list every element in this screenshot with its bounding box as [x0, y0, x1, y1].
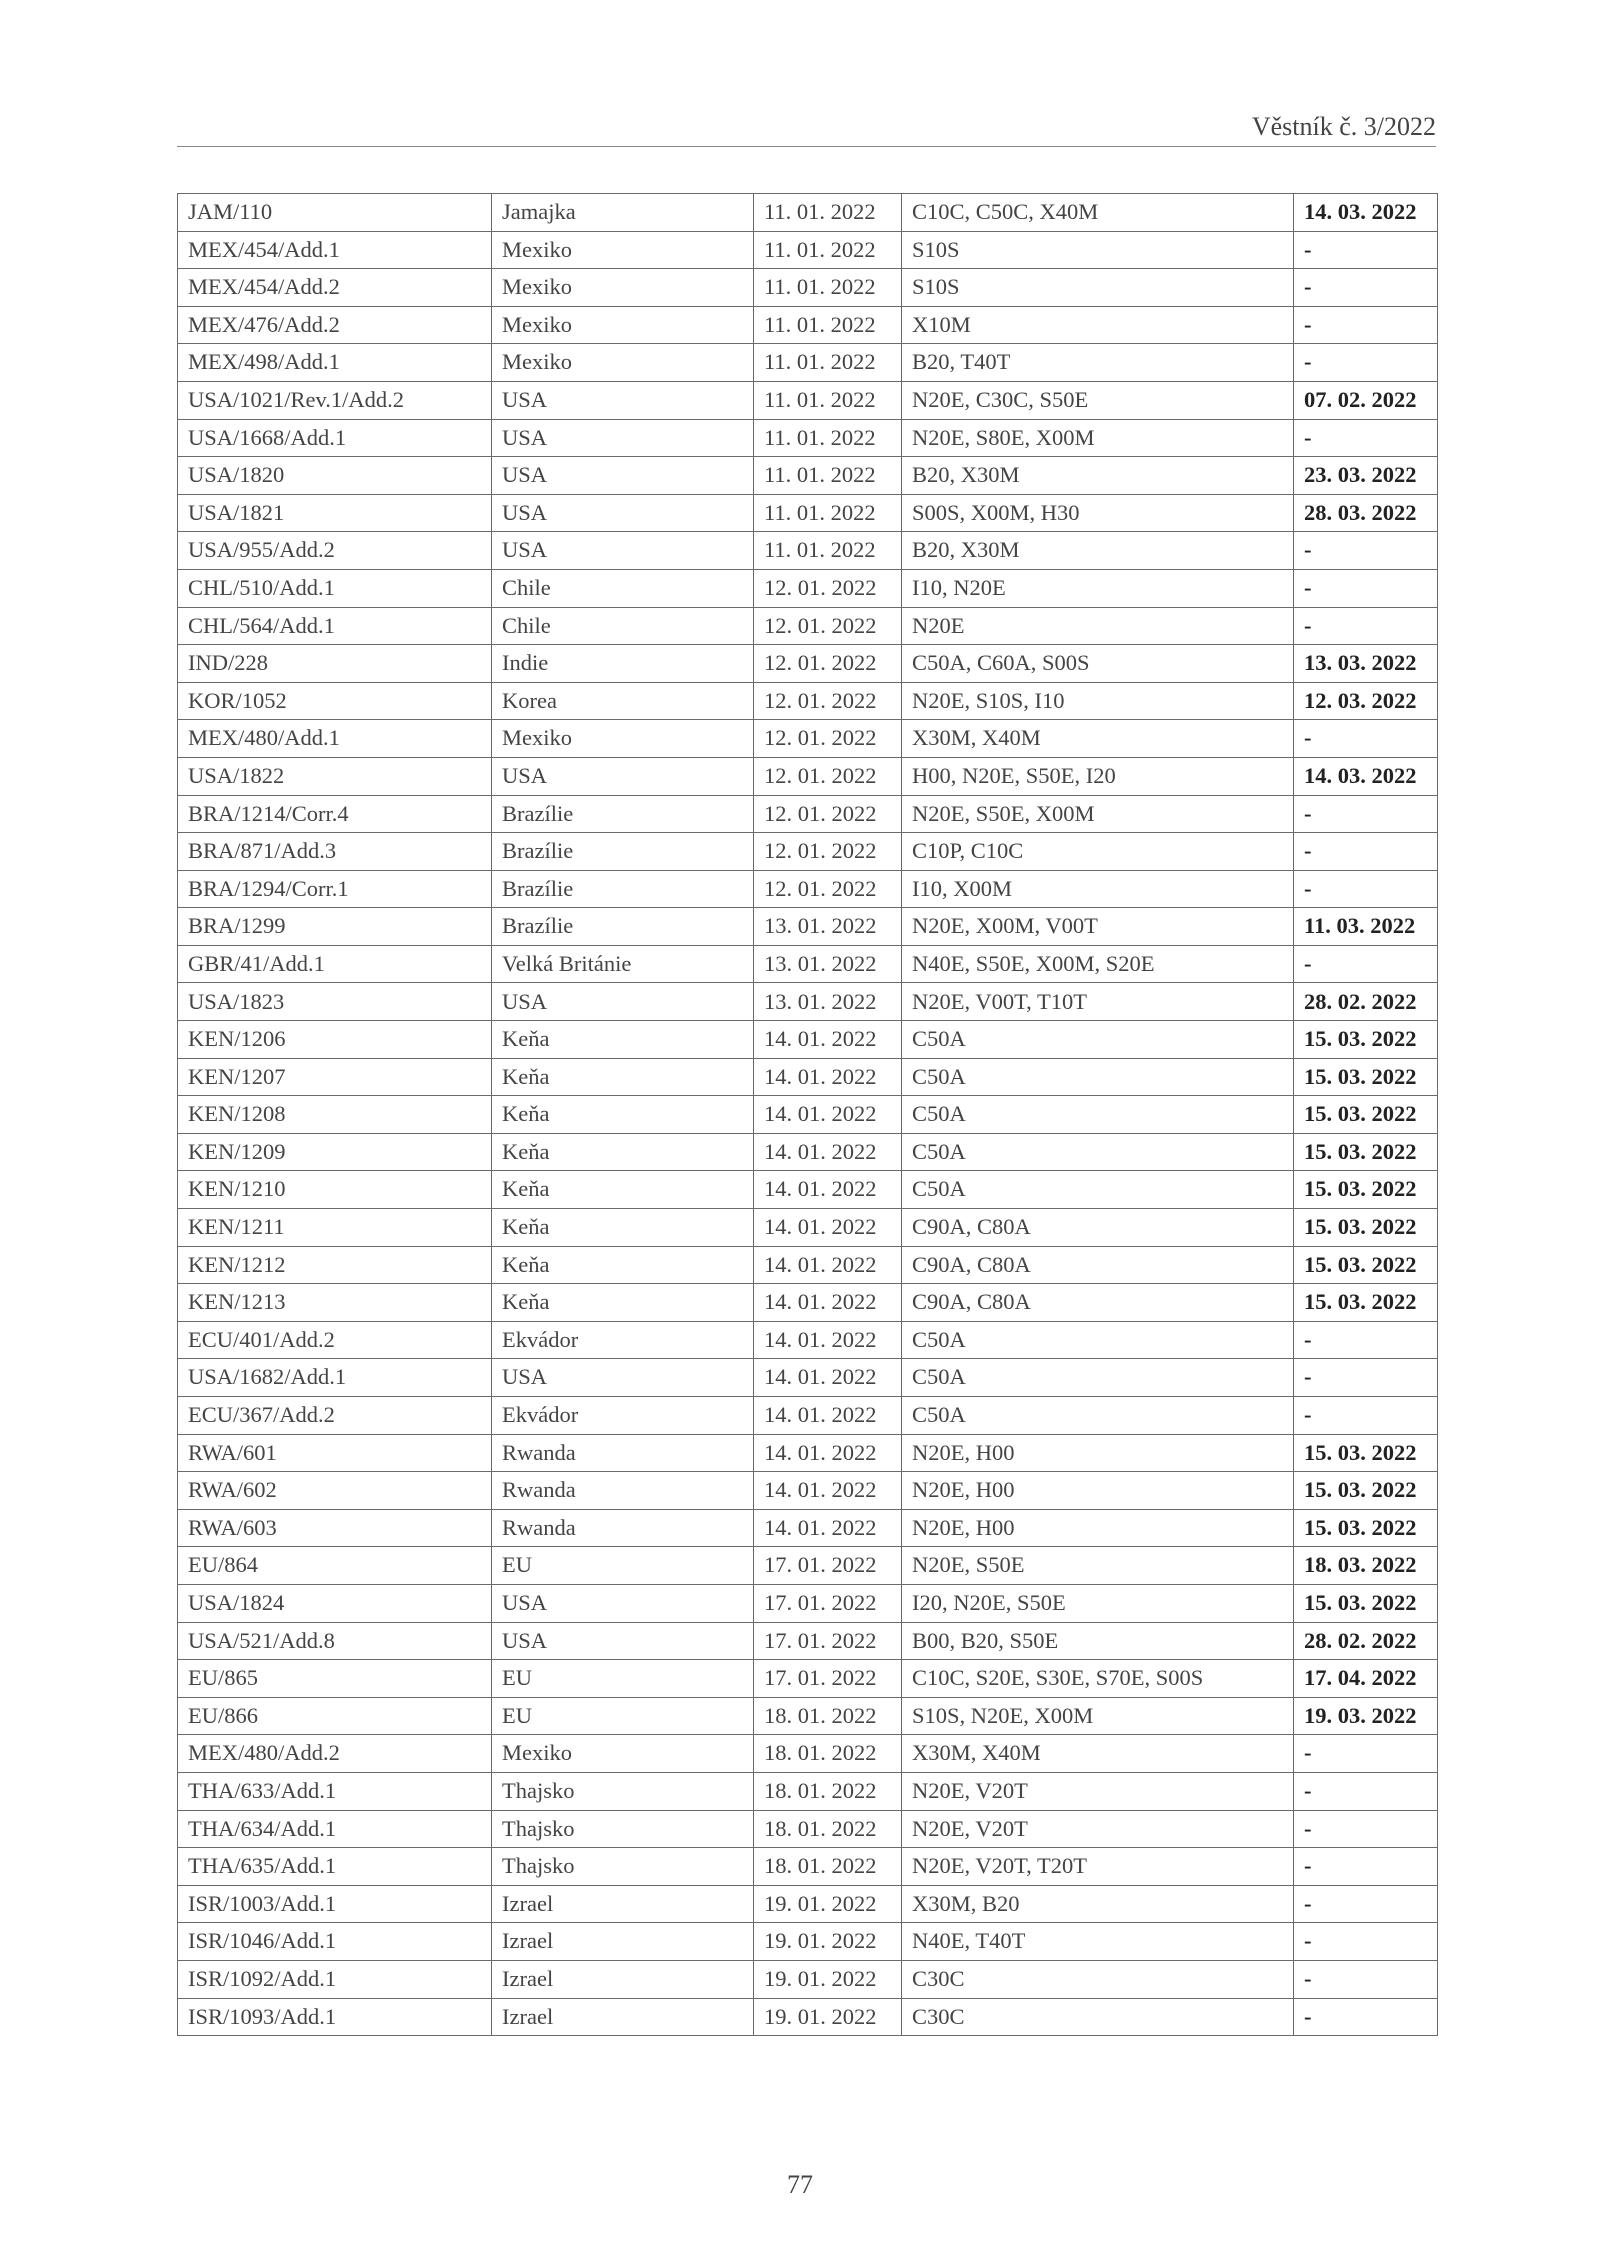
deadline-cell: 15. 03. 2022 — [1294, 1096, 1438, 1134]
document-id-cell: KEN/1206 — [178, 1021, 492, 1059]
deadline-cell: - — [1294, 569, 1438, 607]
codes-cell: C30C — [902, 1998, 1294, 2036]
deadline-cell: - — [1294, 1960, 1438, 1998]
codes-cell: N20E, C30C, S50E — [902, 381, 1294, 419]
document-id-cell: KEN/1209 — [178, 1133, 492, 1171]
codes-cell: N20E, S80E, X00M — [902, 419, 1294, 457]
country-cell: Keňa — [492, 1171, 754, 1209]
country-cell: Mexiko — [492, 720, 754, 758]
table-row — [178, 1321, 1438, 1359]
table-row — [178, 1735, 1438, 1773]
document-id-cell: THA/634/Add.1 — [178, 1810, 492, 1848]
document-id-cell: USA/1821 — [178, 494, 492, 532]
document-id-cell: RWA/603 — [178, 1509, 492, 1547]
date-cell: 12. 01. 2022 — [754, 833, 902, 871]
codes-cell: N40E, T40T — [902, 1923, 1294, 1961]
table-row — [178, 1509, 1438, 1547]
document-id-cell: ISR/1092/Add.1 — [178, 1960, 492, 1998]
page-number: 77 — [787, 2170, 813, 2199]
deadline-cell: 15. 03. 2022 — [1294, 1284, 1438, 1322]
table-row — [178, 607, 1438, 645]
document-id-cell: MEX/454/Add.2 — [178, 269, 492, 307]
document-id-cell: THA/635/Add.1 — [178, 1848, 492, 1886]
deadline-cell: 15. 03. 2022 — [1294, 1246, 1438, 1284]
document-id-cell: EU/865 — [178, 1660, 492, 1698]
deadline-cell: 07. 02. 2022 — [1294, 381, 1438, 419]
codes-cell: X30M, X40M — [902, 1735, 1294, 1773]
country-cell: Thajsko — [492, 1772, 754, 1810]
country-cell: Velká Británie — [492, 945, 754, 983]
codes-cell: N20E, H00 — [902, 1434, 1294, 1472]
deadline-cell: - — [1294, 870, 1438, 908]
codes-cell: C50A — [902, 1096, 1294, 1134]
table-row — [178, 1246, 1438, 1284]
document-id-cell: KEN/1207 — [178, 1058, 492, 1096]
codes-cell: S10S, N20E, X00M — [902, 1697, 1294, 1735]
country-cell: Brazílie — [492, 870, 754, 908]
codes-cell: I10, N20E — [902, 569, 1294, 607]
country-cell: Brazílie — [492, 908, 754, 946]
document-id-cell: ISR/1046/Add.1 — [178, 1923, 492, 1961]
document-id-cell: BRA/1299 — [178, 908, 492, 946]
country-cell: Izrael — [492, 1998, 754, 2036]
codes-cell: C10P, C10C — [902, 833, 1294, 871]
document-id-cell: KEN/1212 — [178, 1246, 492, 1284]
document-id-cell: CHL/510/Add.1 — [178, 569, 492, 607]
country-cell: EU — [492, 1547, 754, 1585]
table-row — [178, 870, 1438, 908]
document-id-cell: USA/1824 — [178, 1584, 492, 1622]
table-row — [178, 1284, 1438, 1322]
document-id-cell: USA/1682/Add.1 — [178, 1359, 492, 1397]
deadline-cell: 15. 03. 2022 — [1294, 1209, 1438, 1247]
table-row — [178, 1472, 1438, 1510]
codes-cell: B00, B20, S50E — [902, 1622, 1294, 1660]
country-cell: EU — [492, 1660, 754, 1698]
table-row — [178, 194, 1438, 232]
document-id-cell: KEN/1208 — [178, 1096, 492, 1134]
country-cell: Ekvádor — [492, 1321, 754, 1359]
codes-cell: B20, T40T — [902, 344, 1294, 382]
codes-cell: B20, X30M — [902, 532, 1294, 570]
table-row — [178, 457, 1438, 495]
country-cell: Indie — [492, 645, 754, 683]
date-cell: 19. 01. 2022 — [754, 1923, 902, 1961]
country-cell: Izrael — [492, 1960, 754, 1998]
table-row — [178, 720, 1438, 758]
deadline-cell: - — [1294, 833, 1438, 871]
country-cell: Mexiko — [492, 306, 754, 344]
table-row — [178, 1923, 1438, 1961]
deadline-cell: - — [1294, 532, 1438, 570]
notifications-table — [177, 193, 1438, 2036]
country-cell: Thajsko — [492, 1810, 754, 1848]
codes-cell: N20E, S10S, I10 — [902, 682, 1294, 720]
date-cell: 11. 01. 2022 — [754, 532, 902, 570]
country-cell: USA — [492, 494, 754, 532]
deadline-cell: 15. 03. 2022 — [1294, 1021, 1438, 1059]
codes-cell: C90A, C80A — [902, 1209, 1294, 1247]
table-row — [178, 269, 1438, 307]
notifications-table-body — [178, 194, 1438, 2036]
date-cell: 19. 01. 2022 — [754, 1885, 902, 1923]
country-cell: Keňa — [492, 1246, 754, 1284]
date-cell: 11. 01. 2022 — [754, 194, 902, 232]
document-id-cell: USA/1823 — [178, 983, 492, 1021]
country-cell: Korea — [492, 682, 754, 720]
table-row — [178, 532, 1438, 570]
date-cell: 14. 01. 2022 — [754, 1284, 902, 1322]
deadline-cell: 23. 03. 2022 — [1294, 457, 1438, 495]
date-cell: 18. 01. 2022 — [754, 1772, 902, 1810]
deadline-cell: - — [1294, 945, 1438, 983]
deadline-cell: - — [1294, 1810, 1438, 1848]
table-row — [178, 945, 1438, 983]
table-row — [178, 1434, 1438, 1472]
date-cell: 11. 01. 2022 — [754, 231, 902, 269]
deadline-cell: 19. 03. 2022 — [1294, 1697, 1438, 1735]
deadline-cell: - — [1294, 1923, 1438, 1961]
table-row — [178, 1058, 1438, 1096]
codes-cell: N20E, S50E, X00M — [902, 795, 1294, 833]
date-cell: 14. 01. 2022 — [754, 1246, 902, 1284]
date-cell: 14. 01. 2022 — [754, 1359, 902, 1397]
table-row — [178, 1810, 1438, 1848]
table-row — [178, 983, 1438, 1021]
codes-cell: C50A — [902, 1359, 1294, 1397]
date-cell: 14. 01. 2022 — [754, 1171, 902, 1209]
codes-cell: N20E, V20T, T20T — [902, 1848, 1294, 1886]
codes-cell: X30M, B20 — [902, 1885, 1294, 1923]
deadline-cell: - — [1294, 1735, 1438, 1773]
table-row — [178, 1021, 1438, 1059]
codes-cell: N20E, V20T — [902, 1810, 1294, 1848]
codes-cell: C10C, C50C, X40M — [902, 194, 1294, 232]
country-cell: Thajsko — [492, 1848, 754, 1886]
country-cell: USA — [492, 381, 754, 419]
date-cell: 17. 01. 2022 — [754, 1584, 902, 1622]
table-row — [178, 1209, 1438, 1247]
country-cell: Rwanda — [492, 1434, 754, 1472]
document-id-cell: KEN/1213 — [178, 1284, 492, 1322]
bulletin-title: Věstník č. 3/2022 — [1251, 112, 1436, 141]
document-id-cell: KOR/1052 — [178, 682, 492, 720]
deadline-cell: 18. 03. 2022 — [1294, 1547, 1438, 1585]
table-row — [178, 1547, 1438, 1585]
codes-cell: S10S — [902, 269, 1294, 307]
date-cell: 17. 01. 2022 — [754, 1660, 902, 1698]
table-row — [178, 1772, 1438, 1810]
codes-cell: I10, X00M — [902, 870, 1294, 908]
codes-cell: C50A — [902, 1171, 1294, 1209]
country-cell: Rwanda — [492, 1472, 754, 1510]
document-id-cell: ISR/1003/Add.1 — [178, 1885, 492, 1923]
country-cell: USA — [492, 983, 754, 1021]
date-cell: 11. 01. 2022 — [754, 344, 902, 382]
date-cell: 13. 01. 2022 — [754, 945, 902, 983]
table-row — [178, 381, 1438, 419]
codes-cell: C50A — [902, 1133, 1294, 1171]
deadline-cell: - — [1294, 419, 1438, 457]
deadline-cell: 13. 03. 2022 — [1294, 645, 1438, 683]
codes-cell: I20, N20E, S50E — [902, 1584, 1294, 1622]
date-cell: 12. 01. 2022 — [754, 569, 902, 607]
document-id-cell: MEX/480/Add.1 — [178, 720, 492, 758]
table-row — [178, 1960, 1438, 1998]
document-id-cell: USA/1822 — [178, 757, 492, 795]
codes-cell: X10M — [902, 306, 1294, 344]
country-cell: Chile — [492, 607, 754, 645]
document-id-cell: USA/521/Add.8 — [178, 1622, 492, 1660]
document-id-cell: USA/1820 — [178, 457, 492, 495]
deadline-cell: 15. 03. 2022 — [1294, 1584, 1438, 1622]
deadline-cell: 15. 03. 2022 — [1294, 1509, 1438, 1547]
table-row — [178, 1359, 1438, 1397]
date-cell: 14. 01. 2022 — [754, 1096, 902, 1134]
country-cell: Keňa — [492, 1058, 754, 1096]
deadline-cell: - — [1294, 1772, 1438, 1810]
codes-cell: C90A, C80A — [902, 1284, 1294, 1322]
date-cell: 14. 01. 2022 — [754, 1397, 902, 1435]
table-row — [178, 1660, 1438, 1698]
country-cell: EU — [492, 1697, 754, 1735]
date-cell: 18. 01. 2022 — [754, 1735, 902, 1773]
deadline-cell: - — [1294, 1359, 1438, 1397]
codes-cell: N20E, H00 — [902, 1472, 1294, 1510]
codes-cell: N20E — [902, 607, 1294, 645]
codes-cell: C90A, C80A — [902, 1246, 1294, 1284]
table-row — [178, 419, 1438, 457]
deadline-cell: - — [1294, 1885, 1438, 1923]
date-cell: 11. 01. 2022 — [754, 306, 902, 344]
table-row — [178, 231, 1438, 269]
date-cell: 11. 01. 2022 — [754, 269, 902, 307]
codes-cell: C50A — [902, 1058, 1294, 1096]
document-id-cell: KEN/1210 — [178, 1171, 492, 1209]
table-row — [178, 1848, 1438, 1886]
deadline-cell: - — [1294, 1397, 1438, 1435]
document-id-cell: CHL/564/Add.1 — [178, 607, 492, 645]
document-id-cell: KEN/1211 — [178, 1209, 492, 1247]
date-cell: 14. 01. 2022 — [754, 1133, 902, 1171]
document-id-cell: EU/866 — [178, 1697, 492, 1735]
codes-cell: S10S — [902, 231, 1294, 269]
date-cell: 14. 01. 2022 — [754, 1058, 902, 1096]
date-cell: 17. 01. 2022 — [754, 1622, 902, 1660]
deadline-cell: - — [1294, 344, 1438, 382]
date-cell: 17. 01. 2022 — [754, 1547, 902, 1585]
codes-cell: S00S, X00M, H30 — [902, 494, 1294, 532]
document-id-cell: RWA/602 — [178, 1472, 492, 1510]
date-cell: 14. 01. 2022 — [754, 1434, 902, 1472]
country-cell: Mexiko — [492, 1735, 754, 1773]
codes-cell: X30M, X40M — [902, 720, 1294, 758]
date-cell: 11. 01. 2022 — [754, 419, 902, 457]
country-cell: USA — [492, 457, 754, 495]
date-cell: 12. 01. 2022 — [754, 795, 902, 833]
deadline-cell: 14. 03. 2022 — [1294, 757, 1438, 795]
country-cell: Keňa — [492, 1133, 754, 1171]
country-cell: USA — [492, 1359, 754, 1397]
table-row — [178, 795, 1438, 833]
deadline-cell: - — [1294, 306, 1438, 344]
document-id-cell: MEX/480/Add.2 — [178, 1735, 492, 1773]
deadline-cell: - — [1294, 1321, 1438, 1359]
country-cell: Keňa — [492, 1284, 754, 1322]
codes-cell: H00, N20E, S50E, I20 — [902, 757, 1294, 795]
date-cell: 14. 01. 2022 — [754, 1209, 902, 1247]
date-cell: 12. 01. 2022 — [754, 870, 902, 908]
country-cell: Izrael — [492, 1923, 754, 1961]
codes-cell: N20E, X00M, V00T — [902, 908, 1294, 946]
table-row — [178, 1096, 1438, 1134]
country-cell: USA — [492, 1622, 754, 1660]
date-cell: 14. 01. 2022 — [754, 1472, 902, 1510]
codes-cell: N20E, H00 — [902, 1509, 1294, 1547]
codes-cell: N20E, V00T, T10T — [902, 983, 1294, 1021]
date-cell: 11. 01. 2022 — [754, 457, 902, 495]
document-id-cell: USA/955/Add.2 — [178, 532, 492, 570]
date-cell: 14. 01. 2022 — [754, 1321, 902, 1359]
date-cell: 18. 01. 2022 — [754, 1810, 902, 1848]
date-cell: 12. 01. 2022 — [754, 645, 902, 683]
document-id-cell: ECU/367/Add.2 — [178, 1397, 492, 1435]
date-cell: 19. 01. 2022 — [754, 1960, 902, 1998]
date-cell: 12. 01. 2022 — [754, 720, 902, 758]
date-cell: 18. 01. 2022 — [754, 1848, 902, 1886]
document-id-cell: MEX/454/Add.1 — [178, 231, 492, 269]
codes-cell: C50A — [902, 1321, 1294, 1359]
country-cell: USA — [492, 1584, 754, 1622]
country-cell: Jamajka — [492, 194, 754, 232]
document-id-cell: ISR/1093/Add.1 — [178, 1998, 492, 2036]
country-cell: Mexiko — [492, 344, 754, 382]
deadline-cell: 14. 03. 2022 — [1294, 194, 1438, 232]
country-cell: Keňa — [492, 1209, 754, 1247]
document-id-cell: THA/633/Add.1 — [178, 1772, 492, 1810]
country-cell: USA — [492, 757, 754, 795]
country-cell: Keňa — [492, 1021, 754, 1059]
deadline-cell: 15. 03. 2022 — [1294, 1434, 1438, 1472]
deadline-cell: - — [1294, 269, 1438, 307]
country-cell: USA — [492, 532, 754, 570]
table-row — [178, 1998, 1438, 2036]
codes-cell: N20E, V20T — [902, 1772, 1294, 1810]
date-cell: 11. 01. 2022 — [754, 381, 902, 419]
codes-cell: C50A — [902, 1397, 1294, 1435]
document-id-cell: JAM/110 — [178, 194, 492, 232]
country-cell: Chile — [492, 569, 754, 607]
header-divider — [177, 146, 1436, 147]
date-cell: 19. 01. 2022 — [754, 1998, 902, 2036]
table-row — [178, 1697, 1438, 1735]
document-id-cell: BRA/871/Add.3 — [178, 833, 492, 871]
codes-cell: B20, X30M — [902, 457, 1294, 495]
deadline-cell: 15. 03. 2022 — [1294, 1058, 1438, 1096]
country-cell: Mexiko — [492, 231, 754, 269]
deadline-cell: - — [1294, 607, 1438, 645]
deadline-cell: 15. 03. 2022 — [1294, 1171, 1438, 1209]
deadline-cell: - — [1294, 1848, 1438, 1886]
document-id-cell: GBR/41/Add.1 — [178, 945, 492, 983]
deadline-cell: 15. 03. 2022 — [1294, 1472, 1438, 1510]
table-row — [178, 1622, 1438, 1660]
table-row — [178, 344, 1438, 382]
codes-cell: C50A, C60A, S00S — [902, 645, 1294, 683]
table-row — [178, 1397, 1438, 1435]
table-row — [178, 757, 1438, 795]
codes-cell: N20E, S50E — [902, 1547, 1294, 1585]
deadline-cell: - — [1294, 231, 1438, 269]
document-id-cell: MEX/498/Add.1 — [178, 344, 492, 382]
document-id-cell: BRA/1294/Corr.1 — [178, 870, 492, 908]
document-id-cell: BRA/1214/Corr.4 — [178, 795, 492, 833]
deadline-cell: - — [1294, 720, 1438, 758]
table-row — [178, 1133, 1438, 1171]
deadline-cell: - — [1294, 795, 1438, 833]
deadline-cell: 11. 03. 2022 — [1294, 908, 1438, 946]
date-cell: 11. 01. 2022 — [754, 494, 902, 532]
table-row — [178, 908, 1438, 946]
deadline-cell: 28. 02. 2022 — [1294, 983, 1438, 1021]
date-cell: 12. 01. 2022 — [754, 757, 902, 795]
table-row — [178, 645, 1438, 683]
date-cell: 13. 01. 2022 — [754, 983, 902, 1021]
country-cell: Brazílie — [492, 795, 754, 833]
table-row — [178, 569, 1438, 607]
deadline-cell: 28. 02. 2022 — [1294, 1622, 1438, 1660]
deadline-cell: - — [1294, 1998, 1438, 2036]
deadline-cell: 12. 03. 2022 — [1294, 682, 1438, 720]
date-cell: 13. 01. 2022 — [754, 908, 902, 946]
table-row — [178, 833, 1438, 871]
table-row — [178, 306, 1438, 344]
codes-cell: C50A — [902, 1021, 1294, 1059]
document-id-cell: RWA/601 — [178, 1434, 492, 1472]
table-row — [178, 1171, 1438, 1209]
codes-cell: N40E, S50E, X00M, S20E — [902, 945, 1294, 983]
codes-cell: C30C — [902, 1960, 1294, 1998]
deadline-cell: 17. 04. 2022 — [1294, 1660, 1438, 1698]
deadline-cell: 15. 03. 2022 — [1294, 1133, 1438, 1171]
codes-cell: C10C, S20E, S30E, S70E, S00S — [902, 1660, 1294, 1698]
country-cell: Rwanda — [492, 1509, 754, 1547]
country-cell: Keňa — [492, 1096, 754, 1134]
table-row — [178, 494, 1438, 532]
date-cell: 12. 01. 2022 — [754, 682, 902, 720]
document-id-cell: USA/1021/Rev.1/Add.2 — [178, 381, 492, 419]
table-row — [178, 1584, 1438, 1622]
table-row — [178, 682, 1438, 720]
document-id-cell: EU/864 — [178, 1547, 492, 1585]
date-cell: 18. 01. 2022 — [754, 1697, 902, 1735]
document-id-cell: USA/1668/Add.1 — [178, 419, 492, 457]
deadline-cell: 28. 03. 2022 — [1294, 494, 1438, 532]
document-id-cell: IND/228 — [178, 645, 492, 683]
country-cell: Ekvádor — [492, 1397, 754, 1435]
table-row — [178, 1885, 1438, 1923]
date-cell: 14. 01. 2022 — [754, 1021, 902, 1059]
document-id-cell: ECU/401/Add.2 — [178, 1321, 492, 1359]
country-cell: Izrael — [492, 1885, 754, 1923]
country-cell: USA — [492, 419, 754, 457]
date-cell: 12. 01. 2022 — [754, 607, 902, 645]
country-cell: Mexiko — [492, 269, 754, 307]
document-id-cell: MEX/476/Add.2 — [178, 306, 492, 344]
country-cell: Brazílie — [492, 833, 754, 871]
date-cell: 14. 01. 2022 — [754, 1509, 902, 1547]
